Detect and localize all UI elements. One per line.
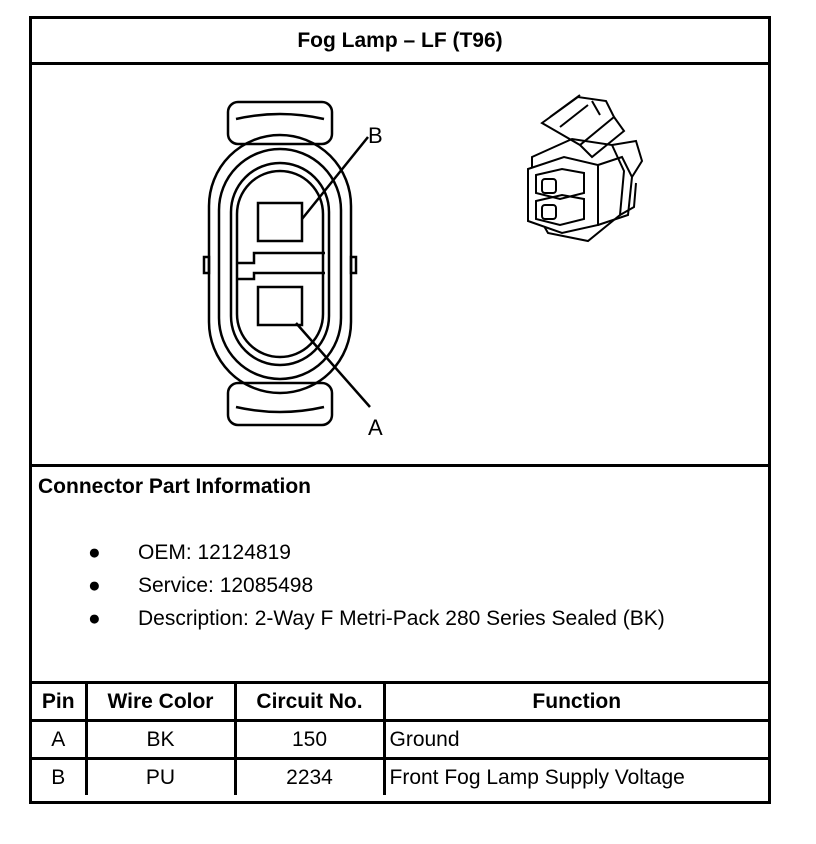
circuit-cell: 150: [235, 721, 384, 759]
bullet-icon: ●: [88, 574, 101, 597]
table-header-row: [32, 684, 768, 721]
leader-line-b: [302, 137, 368, 219]
housing-top-tab: [228, 102, 332, 144]
connector-iso-view: [528, 95, 642, 241]
connector-sheet: [29, 16, 771, 804]
service-part: Service: 12085498: [138, 574, 314, 597]
housing-bottom-tab-inner: [236, 407, 324, 412]
pin-table: [32, 684, 768, 795]
table-row: [32, 759, 768, 796]
pin-cell: A: [32, 721, 86, 759]
housing-bottom-tab: [228, 383, 332, 425]
function-cell: Front Fog Lamp Supply Voltage: [384, 759, 768, 796]
connector-diagram: [32, 65, 768, 467]
cavity-a: [258, 287, 302, 325]
header-circuit-no: Circuit No.: [235, 684, 384, 721]
wire-color-cell: PU: [86, 759, 235, 796]
pin-label-a: A: [368, 415, 383, 440]
bullet-icon: ●: [88, 607, 101, 630]
header-function: Function: [384, 684, 768, 721]
list-item: [32, 607, 665, 640]
bullet-icon: ●: [88, 541, 101, 564]
oem-part: OEM: 12124819: [138, 541, 291, 564]
description: Description: 2-Way F Metri-Pack 280 Series Sealed (BK): [138, 607, 665, 630]
part-info-list: [32, 541, 665, 640]
pin-label-b: B: [368, 123, 383, 148]
wire-color-cell: BK: [86, 721, 235, 759]
header-wire-color: Wire Color: [86, 684, 235, 721]
connector-drawing: [32, 65, 768, 464]
key-slot: [237, 253, 325, 279]
pin-cell: B: [32, 759, 86, 796]
list-item: [32, 574, 665, 607]
side-latch-left: [204, 257, 209, 273]
side-latch-right: [351, 257, 356, 273]
header-pin: Pin: [32, 684, 86, 721]
housing-top-tab-inner: [236, 114, 324, 119]
page-title: Fog Lamp – LF (T96): [32, 19, 768, 65]
function-cell: Ground: [384, 721, 768, 759]
circuit-cell: 2234: [235, 759, 384, 796]
list-item: [32, 541, 665, 574]
table-row: [32, 721, 768, 759]
cavity-b: [258, 203, 302, 241]
info-heading: Connector Part Information: [38, 475, 312, 498]
connector-part-info: [32, 467, 768, 684]
